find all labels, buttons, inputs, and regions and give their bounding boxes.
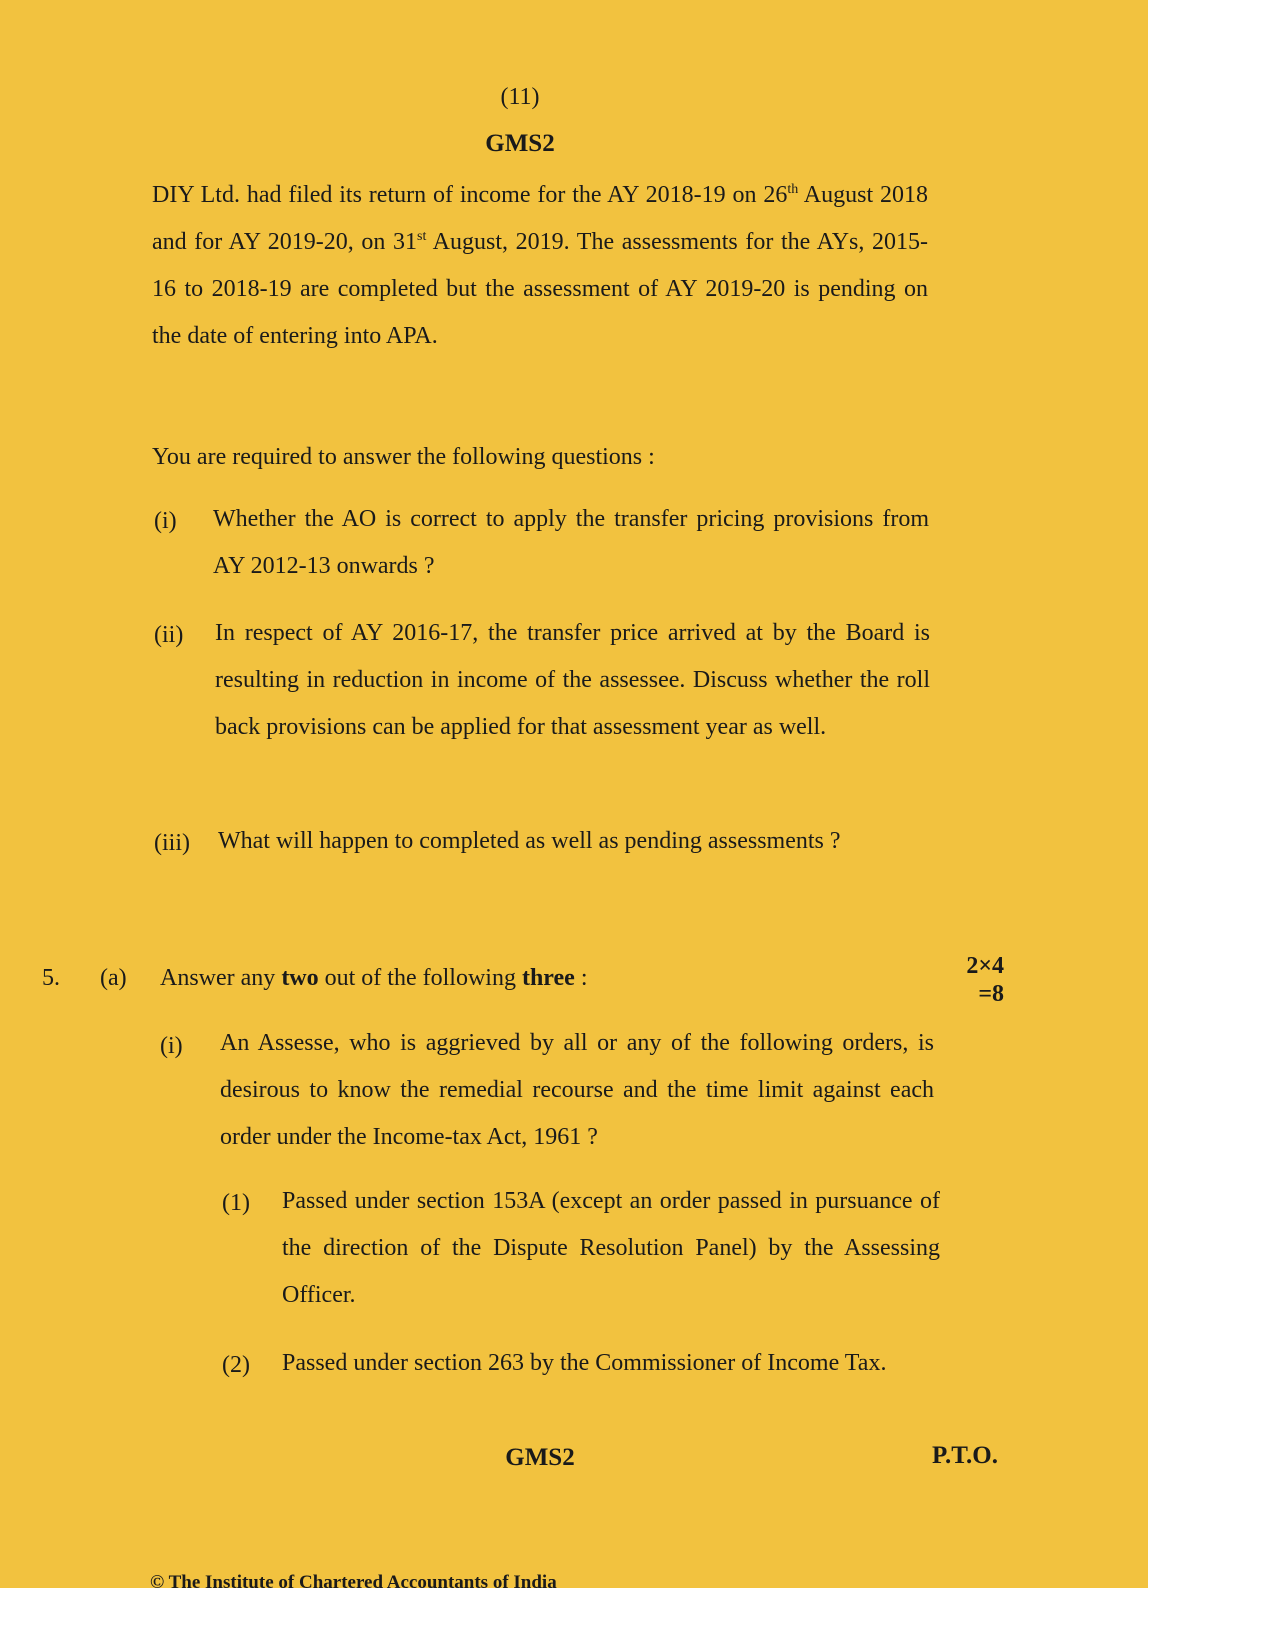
- question-iii-number: (iii): [154, 830, 190, 856]
- paper-code-header: GMS2: [485, 130, 555, 157]
- page-number: (11): [500, 84, 540, 110]
- intro-text-c: August, 2019. The assessments for the AYs, 2015-16 to 2018-19 are completed but the assessment of AY 2019-20 is pending on the date of entering into APA.: [152, 229, 928, 349]
- question-5-part: (a): [100, 965, 127, 991]
- paper-code-footer: GMS2: [505, 1444, 575, 1471]
- order-1-number: (1): [222, 1190, 250, 1216]
- intro-paragraph: [152, 172, 928, 360]
- pto-label: P.T.O.: [932, 1442, 998, 1469]
- question-ii-text: In respect of AY 2016-17, the transfer price arrived at by the Board is resulting in reduction in income of the assessee. Discuss whether the roll back provisions can be applied for that assessment year as well.: [215, 620, 930, 740]
- question-5a-instruction: [160, 965, 588, 992]
- order-2-text: Passed under section 263 by the Commissioner of Income Tax.: [282, 1350, 887, 1376]
- q5-bold-three: three: [521, 965, 575, 991]
- question-i-number: (i): [154, 508, 177, 534]
- question-i-text: Whether the AO is correct to apply the transfer pricing provisions from AY 2012-13 onwards ?: [213, 506, 929, 579]
- q5-text-b: out of the following: [318, 965, 522, 991]
- order-1-text: Passed under section 153A (except an order passed in pursuance of the direction of the Dispute Resolution Panel) by the Assessing Officer.: [282, 1188, 940, 1308]
- question-5-number: 5.: [42, 965, 60, 991]
- q5-bold-two: two: [281, 965, 319, 991]
- sub-i-text: An Assesse, who is aggrieved by all or any of the following orders, is desirous to know the remedial recourse and the time limit against each order under the Income-tax Act, 1961 ?: [220, 1030, 934, 1150]
- sub-i-number: (i): [160, 1033, 183, 1059]
- q5-text-a: Answer any: [160, 965, 282, 991]
- questions-prompt: You are required to answer the following questions :: [152, 444, 655, 470]
- marks-line-2: =8: [978, 981, 1004, 1007]
- q5-text-c: :: [574, 965, 588, 991]
- marks-allocation: [880, 952, 1004, 1008]
- copyright-notice: © The Institute of Chartered Accountants of India: [150, 1572, 557, 1593]
- question-ii-number: (ii): [154, 622, 184, 648]
- intro-text-b: August 2018 and for AY 2019-20, on 31: [152, 182, 928, 255]
- intro-sup-a: th: [787, 182, 799, 197]
- order-2-number: (2): [222, 1352, 250, 1378]
- intro-text-a: DIY Ltd. had filed its return of income for the AY 2018-19 on 26: [152, 182, 788, 208]
- intro-sup-b: st: [417, 229, 427, 244]
- question-iii-text: What will happen to completed as well as pending assessments ?: [218, 828, 841, 854]
- marks-line-1: 2×4: [966, 953, 1004, 979]
